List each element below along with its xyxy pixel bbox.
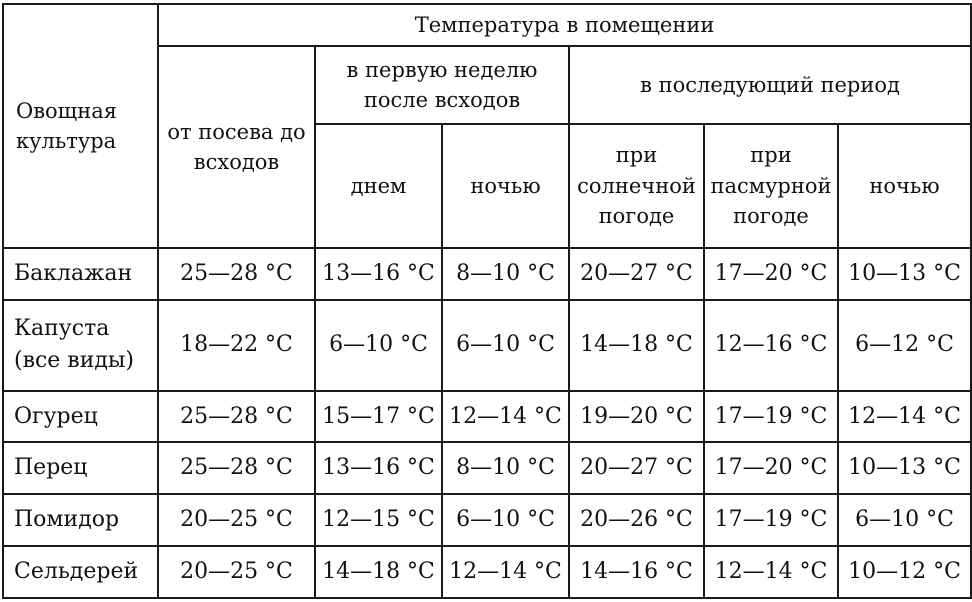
night-cell: 8—10 °C [442, 248, 569, 300]
cloudy-cell: 17—19 °C [704, 494, 838, 546]
sowing-cell: 25—28 °C [158, 391, 315, 443]
sunny-cell: 19—20 °C [569, 391, 704, 443]
day-cell: 12—15 °C [315, 494, 442, 546]
day-cell: 13—16 °C [315, 442, 442, 494]
later-night-cell: 6—12 °C [838, 300, 971, 391]
sunny-header: при солнечной погоде [569, 124, 704, 248]
crop-column-header: Овощная культура [3, 4, 158, 248]
table-row [3, 391, 971, 443]
sunny-cell: 14—16 °C [569, 546, 704, 598]
day-cell: 14—18 °C [315, 546, 442, 598]
temperature-table [2, 3, 972, 599]
cloudy-cell: 17—20 °C [704, 248, 838, 300]
night-cell: 8—10 °C [442, 442, 569, 494]
cloudy-cell: 12—14 °C [704, 546, 838, 598]
crop-cell: Огурец [3, 391, 158, 443]
later-period-header: в последующий период [569, 46, 971, 124]
sowing-cell: 25—28 °C [158, 248, 315, 300]
table-row [3, 300, 971, 391]
sowing-header: от посева до всходов [158, 46, 315, 248]
later-night-header: ночью [838, 124, 971, 248]
sunny-cell: 14—18 °C [569, 300, 704, 391]
night-header: ночью [442, 124, 569, 248]
cloudy-cell: 12—16 °C [704, 300, 838, 391]
sowing-cell: 18—22 °C [158, 300, 315, 391]
cloudy-header: при пасмурной погоде [704, 124, 838, 248]
cloudy-cell: 17—19 °C [704, 391, 838, 443]
crop-cell: Перец [3, 442, 158, 494]
day-cell: 15—17 °C [315, 391, 442, 443]
crop-cell: Сельдерей [3, 546, 158, 598]
later-night-cell: 10—13 °C [838, 442, 971, 494]
table-row [3, 248, 971, 300]
night-cell: 12—14 °C [442, 546, 569, 598]
later-night-cell: 6—10 °C [838, 494, 971, 546]
night-cell: 6—10 °C [442, 494, 569, 546]
night-cell: 12—14 °C [442, 391, 569, 443]
crop-cell: Помидор [3, 494, 158, 546]
later-night-cell: 10—12 °C [838, 546, 971, 598]
crop-cell: Баклажан [3, 248, 158, 300]
sunny-cell: 20—26 °C [569, 494, 704, 546]
cloudy-cell: 17—20 °C [704, 442, 838, 494]
day-cell: 6—10 °C [315, 300, 442, 391]
sowing-cell: 20—25 °C [158, 494, 315, 546]
temperature-group-header: Температура в помещении [158, 4, 971, 46]
sunny-cell: 20—27 °C [569, 248, 704, 300]
crop-cell: Капуста (все виды) [3, 300, 158, 391]
first-week-header: в первую неделю после всходов [315, 46, 569, 124]
table-row [3, 546, 971, 598]
table-row [3, 494, 971, 546]
later-night-cell: 12—14 °C [838, 391, 971, 443]
sunny-cell: 20—27 °C [569, 442, 704, 494]
table-row [3, 442, 971, 494]
sowing-cell: 25—28 °C [158, 442, 315, 494]
later-night-cell: 10—13 °C [838, 248, 971, 300]
day-header: днем [315, 124, 442, 248]
day-cell: 13—16 °C [315, 248, 442, 300]
sowing-cell: 20—25 °C [158, 546, 315, 598]
night-cell: 6—10 °C [442, 300, 569, 391]
